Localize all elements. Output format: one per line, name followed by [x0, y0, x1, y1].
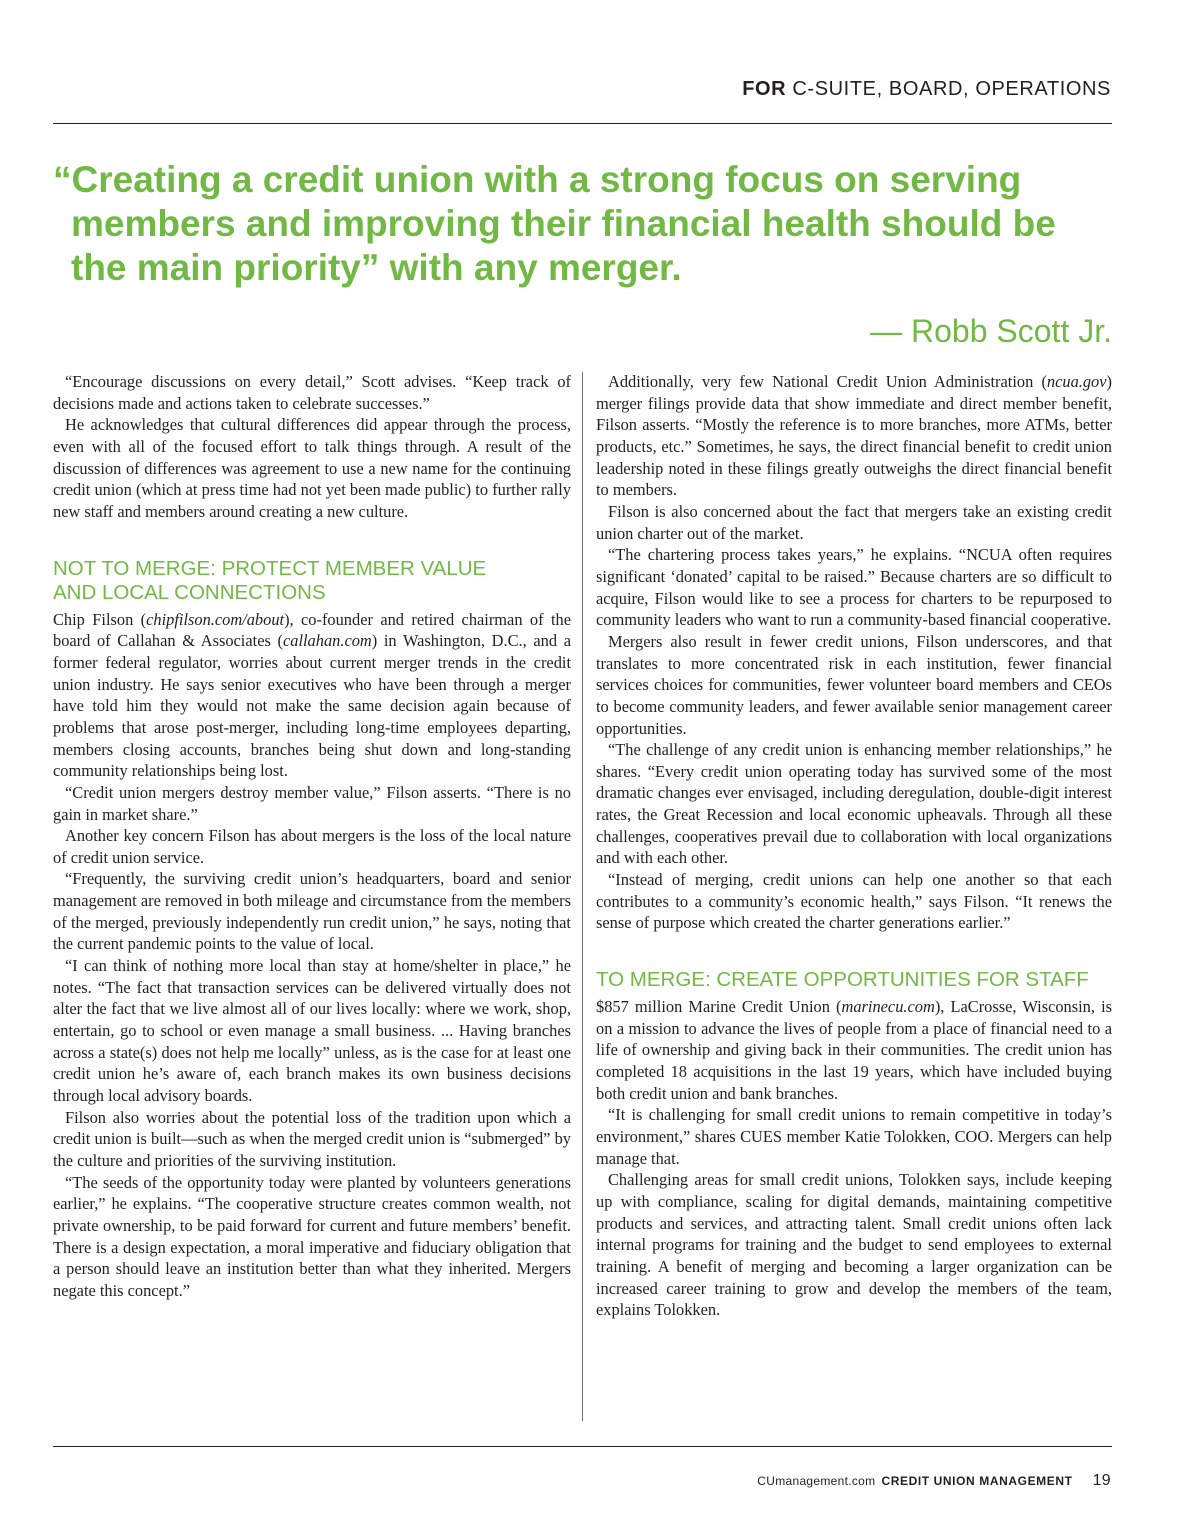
paragraph: [53, 609, 571, 782]
pull-quote-line: “Creating a credit union with a strong focus on serving: [53, 159, 1022, 200]
paragraph: Challenging areas for small credit unions, Tolokken says, include keeping up with compliance, scaling for digital demands, maintaining competitive products and services, and attracting talent. Small credit unions often lack internal programs for training and the budget to send employees to external training. A benefit of merging and becoming a larger organization can be increased career training to grow and develop the members of the team, explains Tolokken.: [596, 1170, 1112, 1320]
paragraph: Mergers also result in fewer credit unions, Filson underscores, and that translates to more concentrated risk in each institution, fewer financial services choices for communities, fewer volunteer board members and CEOs to become community leaders, and fewer available senior management career opportunities.: [596, 631, 1112, 738]
text-run: Chip Filson (: [53, 609, 147, 629]
paragraph: “Credit union mergers destroy member value,” Filson asserts. “There is no gain in market share.”: [53, 782, 571, 824]
footer-magazine: CREDIT UNION MANAGEMENT: [881, 1474, 1073, 1488]
text-run: ), co-founder and retired chairman of the board of Callahan & Associates (: [53, 609, 571, 651]
link-ncua: ncua.gov: [1046, 372, 1107, 391]
text-run: $857 million Marine Credit Union (: [596, 997, 842, 1017]
section-heading-to-merge: TO MERGE: CREATE OPPORTUNITIES FOR STAFF: [596, 968, 1089, 992]
page-footer: [757, 1472, 1111, 1490]
paragraph: “It is challenging for small credit unions to remain competitive in today’s environment,” shares CUES member Katie Tolokken, COO. Mergers can help manage that.: [596, 1105, 1112, 1168]
column-divider: [582, 372, 583, 1421]
paragraph: [596, 996, 1112, 1104]
pull-quote: [53, 158, 1113, 290]
pull-quote-line: the main priority” with any merger.: [71, 247, 682, 288]
heading-line: AND LOCAL CONNECTIONS: [53, 580, 326, 604]
paragraph: “The seeds of the opportunity today were planted by volunteers generations earlier,” he explains. “The cooperative structure creates common wealth, not private ownership, to be paid forward for current and future members’ benefit. There is a design expectation, a moral imperative and fiduciary obligation that a person should leave an institution better than what they inherited. Mergers negate this concept.”: [53, 1172, 571, 1300]
pull-quote-line: members and improving their financial health should be: [71, 203, 1056, 244]
link-callahan: callahan.com: [282, 631, 372, 651]
paragraph: Another key concern Filson has about mergers is the loss of the local nature of credit union service.: [53, 826, 571, 867]
paragraph: “Instead of merging, credit unions can help one another so that each contributes to a community’s economic health,” says Filson. “It renews the sense of purpose which created the charter generations earlier.”: [596, 870, 1112, 933]
paragraph: Filson is also concerned about the fact that mergers take an existing credit union charter out of the market.: [596, 501, 1112, 543]
section-heading-not-to-merge: [53, 557, 571, 605]
left-column: [53, 371, 571, 1302]
bottom-rule: [53, 1446, 1112, 1447]
footer-site: CUmanagement.com: [757, 1474, 876, 1488]
link-chipfilson: chipfilson.com/about: [146, 609, 285, 629]
paragraph: “Frequently, the surviving credit union’s headquarters, board and senior management are removed in both mileage and circumstance from the members of the merged, previously independently run credit union,” he says, noting that the current pandemic points to the value of local.: [53, 869, 571, 954]
link-marinecu: marinecu.com: [841, 997, 935, 1017]
text-run: Additionally, very few National Credit Union Administration (: [608, 372, 1047, 391]
paragraph: [596, 371, 1112, 501]
section-label-bold: FOR: [742, 78, 787, 100]
right-column: [596, 371, 1112, 1321]
paragraph: “The challenge of any credit union is enhancing member relationships,” he shares. “Every credit union operating today has survived some of the most dramatic changes ever envisaged, including deregulation, double-digit interest rates, the Great Recession and local economic upheavals. Through all these challenges, cooperatives prevail due to collaboration with local organizations and with each other.: [596, 740, 1112, 868]
text-run: ), LaCrosse, Wisconsin, is on a mission to advance the lives of people from a place of financial need to a life of ownership and giving back in their communities. The credit union has completed 18 acquisitions in the last 19 years, which have included buying both credit union and bank branches.: [596, 997, 1113, 1103]
text-run: ) merger filings provide data that show immediate and direct member benefit, Filson asserts. “Mostly the reference is to more branches, more ATMs, better products, etc.” Sometimes, he says, the direct financial benefit to credit union leadership noted in these filings greatly outweighs the direct financial benefit to members.: [596, 372, 1112, 500]
section-label: [742, 78, 1111, 101]
paragraph: “I can think of nothing more local than stay at home/shelter in place,” he notes. “The fact that transaction services can be delivered virtually does not alter the fact that we live almost all of our lives locally: where we work, shop, entertain, go to school or even manage a small business. ... Having branches across a state(s) does not help me locally” unless, as is the case for at least one credit union he’s aware of, each branch makes its own business decisions through local advisory boards.: [53, 956, 571, 1106]
paragraph: “The chartering process takes years,” he explains. “NCUA often requires significant ‘donated’ capital to be raised.” Because charters are so difficult to acquire, Filson would like to see a process for charters to be repurposed to community leaders who want to run a community-based financial cooperative.: [596, 545, 1112, 630]
section-label-rest: C-SUITE, BOARD, OPERATIONS: [792, 78, 1111, 100]
page-number: 19: [1092, 1472, 1111, 1489]
paragraph: “Encourage discussions on every detail,” Scott advises. “Keep track of decisions made and actions taken to celebrate successes.”: [53, 372, 571, 413]
heading-line: NOT TO MERGE: PROTECT MEMBER VALUE: [53, 556, 487, 580]
paragraph: Filson also worries about the potential loss of the tradition upon which a credit union is built—such as when the merged credit union is “submerged” by the culture and priorities of the surviving institution.: [53, 1107, 571, 1170]
paragraph: He acknowledges that cultural differences did appear through the process, even with all of the focused effort to talk things through. A result of the discussion of differences was agreement to use a new name for the continuing credit union (which at press time had not yet been made public) to further rally new staff and members around creating a new culture.: [53, 415, 571, 521]
pull-quote-attribution: — Robb Scott Jr.: [870, 313, 1112, 349]
text-run: ) in Washington, D.C., and a former federal regulator, worries about current merger trends in the credit union industry. He says senior executives who have been through a merger have told him they would not make the same decision again because of problems that arose post-merger, including long-time employees departing, members closing accounts, branches being shut down and long-standing community relationships being lost.: [53, 631, 571, 781]
top-rule: [53, 123, 1112, 124]
